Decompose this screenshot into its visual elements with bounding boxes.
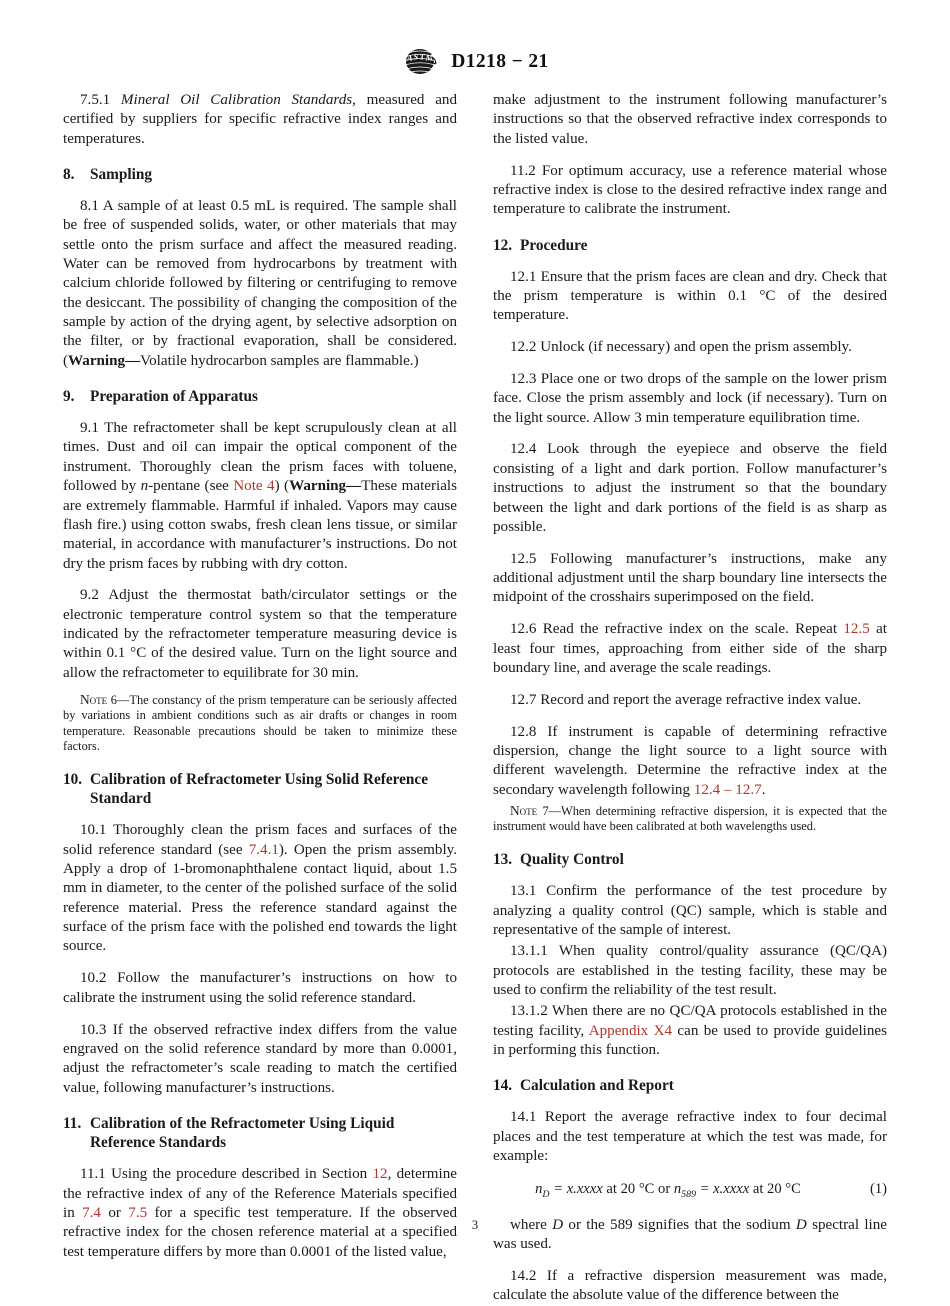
- paragraph-12-6: [493, 620, 887, 678]
- paragraph-14-1: 14.1 Report the average refractive index to four decimal places and the test temperature at which the test was made, for example:: [493, 1109, 887, 1165]
- equation-subscript-d: D: [542, 1188, 550, 1200]
- paragraph-9-1-text-a: 9.1 The refractometer shall be kept scrupulously clean at all times. Dust and oil can impair the optical component of the instrument. Thoroughly clean the prism faces with toluene, followed by: [63, 420, 457, 495]
- paragraph-13-1-2-text-a: 13.1.2 When there are no QC/QA protocols established in the testing facility,: [493, 1003, 887, 1039]
- document-designation: D1218 − 21: [451, 50, 549, 72]
- equation-1-number: (1): [869, 1180, 887, 1197]
- paragraph-7-5-1-text: measured and certified by suppliers for specific refractive index ranges and temperatures.: [63, 92, 457, 147]
- cross-reference-appendix-x4[interactable]: Appendix X4: [588, 1022, 673, 1039]
- paragraph-13-1-1: 13.1.1 When quality control/quality assurance (QC/QA) protocols are established in the testing facility, these may be used to confirm the reliability of the test result.: [493, 943, 887, 999]
- heading-section-9: [63, 387, 457, 407]
- paragraph-9-2: 9.2 Adjust the thermostat bath/circulator settings or the electronic temperature control system so that the temperature indicated by the refractometer temperature measuring device is within 0.1 °C of the desired value. Turn on the light source and allow the refractometer to equilibrate for 30 min.: [63, 587, 457, 681]
- section-9-number: 9.: [63, 388, 75, 406]
- paragraph-12-2: 12.2 Unlock (if necessary) and open the prism assembly.: [510, 339, 852, 356]
- paragraph-8-1-text-b: Volatile hydrocarbon samples are flammable.): [140, 352, 419, 369]
- warning-label-9-1: Warning—: [289, 478, 362, 495]
- section-11-title-line2: Reference Standards: [90, 1134, 227, 1152]
- cross-reference-section-12[interactable]: 12: [372, 1166, 388, 1183]
- section-10-title-line1: Calibration of Refractometer Using Solid Reference: [90, 770, 429, 788]
- section-9-title: Preparation of Apparatus: [90, 388, 258, 406]
- where-text-b: or the 589 signifies that the sodium: [563, 1216, 796, 1233]
- paragraph-12-6-text-a: 12.6 Read the refractive index on the scale. Repeat: [510, 621, 844, 638]
- where-text-a: where: [510, 1216, 553, 1233]
- paragraph-12-7: 12.7 Record and report the average refractive index value.: [510, 691, 862, 708]
- heading-section-14: [493, 1076, 887, 1096]
- paragraph-13-1: 13.1 Confirm the performance of the test procedure by analyzing a quality control (QC) sample, which is stable and representative of the sample of interest.: [493, 883, 887, 939]
- paragraph-10-1: [63, 821, 457, 956]
- equation-value-1: = x.xxxx: [549, 1180, 603, 1197]
- equation-n-symbol-2: n: [673, 1180, 682, 1197]
- paragraph-11-1: [63, 1165, 457, 1262]
- document-header: [0, 47, 950, 76]
- equation-temperature-2: at 20 °C: [749, 1180, 801, 1197]
- two-column-layout: [63, 91, 887, 1306]
- paragraph-12-4: 12.4 Look through the eyepiece and observe the field consisting of a light and dark portion. Follow manufacturer’s instructions to adjust the instrument so that the boundary between the light and dark portions of the field is as sharp as possible.: [493, 441, 887, 535]
- paragraph-14-2: 14.2 If a refractive dispersion measurement was made, calculate the absolute value of the difference between the: [493, 1268, 887, 1304]
- equation-n-symbol-1: n: [535, 1180, 543, 1197]
- section-13-number: 13.: [493, 851, 513, 869]
- equation-or: or: [654, 1180, 674, 1197]
- section-8-number: 8.: [63, 166, 75, 184]
- paragraph-11-1-text-a: 11.1 Using the procedure described in Section: [80, 1166, 373, 1183]
- paragraph-11-1-text-b: , determine the refractive index of any of the Reference Materials specified in: [63, 1166, 457, 1222]
- section-11-title-line1: Calibration of the Refractometer Using Liquid: [90, 1114, 395, 1132]
- paragraph-11-2: 11.2 For optimum accuracy, use a reference material whose refractive index is close to the desired refractive index range and temperature to calibrate the instrument.: [493, 162, 887, 218]
- svg-text:A: A: [407, 52, 413, 63]
- italic-n-prefix: n: [140, 478, 149, 495]
- astm-logo-icon: [401, 47, 439, 76]
- cross-reference-12-4-to-12-7[interactable]: 12.4 – 12.7: [693, 781, 762, 798]
- note-6: [63, 692, 457, 754]
- cross-reference-12-5[interactable]: 12.5: [843, 621, 870, 638]
- section-12-title: Procedure: [520, 236, 588, 254]
- heading-section-10: [63, 770, 457, 809]
- where-text-c: spectral line was used.: [493, 1216, 887, 1253]
- paragraph-12-8: [493, 723, 887, 800]
- paragraph-12-8-text-a: 12.8 If instrument is capable of determining refractive dispersion, change the light source to a light source with different wavelength. Determine the refractive index at the secondary wavelength following: [493, 723, 887, 798]
- section-14-number: 14.: [493, 1077, 513, 1095]
- heading-section-12: [493, 236, 887, 256]
- paragraph-8-1: [63, 197, 457, 371]
- equation-1-expression: [493, 1180, 843, 1204]
- paragraph-10-3: 10.3 If the observed refractive index differs from the value engraved on the solid reference standard by more than 0.0001, adjust the refractometer’s scale reading to match the certified value, following manufacturer’s instructions.: [63, 1021, 457, 1096]
- section-13-title: Quality Control: [520, 851, 624, 869]
- warning-label-8-1: Warning—: [68, 352, 141, 369]
- note-7: [493, 803, 887, 834]
- note-7-label: Note: [510, 802, 538, 818]
- paragraph-7-5-1: [63, 91, 457, 149]
- paragraph-11-1-text-c: or: [100, 1205, 129, 1222]
- section-14-title: Calculation and Report: [520, 1077, 674, 1095]
- clause-number-7-5-1: 7.5.1: [80, 92, 121, 108]
- paragraph-8-1-text-a: 8.1 A sample of at least 0.5 mL is required. The sample shall be free of suspended solids, water, or other materials that may settle onto the prism surface and affect the measured reading. Water can be removed from hydrocarbons by treatment with calcium chloride followed by filtering or centrifuging to remove the desiccant. The possibility of changing the composition of the sample by action of the drying agent, by selective adsorption on the filter, or by fractional evaporation, shall be considered. (: [63, 198, 457, 369]
- note-7-text: —When determining refractive dispersion, it is expected that the instrument would have been calibrated at both wavelengths used.: [493, 803, 888, 834]
- paragraph-12-8-text-b: .: [761, 781, 766, 798]
- term-mineral-oil-calibration-standards: Mineral Oil Calibration Standards,: [120, 92, 356, 108]
- equation-1: [493, 1180, 887, 1204]
- paragraph-9-1-text-d: These materials are extremely flammable. Harmful if inhaled. Vapors may cause flash fire.) using cotton swabs, fresh clean lens tissue, or similar material, in accordance with manufacturer’s instructions. Do not dry the prism faces by rubbing with dry cotton.: [63, 478, 457, 572]
- section-8-title: Sampling: [90, 166, 153, 184]
- svg-text:T: T: [419, 51, 425, 62]
- note-7-number: 7: [537, 803, 549, 818]
- right-column: [493, 91, 887, 1306]
- paragraph-12-3: 12.3 Place one or two drops of the sample on the lower prism face. Close the prism assembly and lock (if necessary). Turn on the light source. Allow 3 min temperature equilibration time.: [493, 370, 887, 426]
- equation-temperature-1: at 20 °C: [602, 1180, 655, 1197]
- paragraph-12-6-text-b: at least four times, approaching from either side of the sharp boundary line, and average the scale readings.: [493, 621, 887, 676]
- paragraph-9-1-text-b: -pentane (see: [148, 478, 234, 495]
- svg-text:M: M: [425, 52, 434, 63]
- paragraph-13-1-2-text-b: can be used to provide guidelines in performing this function.: [493, 1022, 887, 1059]
- equation-subscript-589: 589: [681, 1188, 697, 1200]
- paragraph-11-1-text-d: for a specific test temperature. If the observed refractive index for the chosen reference material at a specified test temperature differs by more than 0.0001 of the listed value,: [63, 1205, 458, 1260]
- note-6-text: —The constancy of the prism temperature can be seriously affected by variations in ambient conditions such as air drafts or changes in room temperature. Reasonable precautions should be taken to minimize these factors.: [63, 693, 457, 753]
- symbol-d-1: D: [552, 1216, 564, 1233]
- section-12-number: 12.: [493, 236, 513, 254]
- left-column: [63, 91, 457, 1306]
- heading-section-8: [63, 165, 457, 185]
- paragraph-10-1-text-b: ). Open the prism assembly. Apply a drop of 1-bromonaphthalene contact liquid, about 1.5 mm in diameter, to the center of the polished surface of the solid reference material. Press the reference standard against the surface of the prism face with the polished end towards the light source.: [63, 841, 457, 955]
- heading-section-13: [493, 850, 887, 870]
- paragraph-11-1-continued: make adjustment to the instrument following manufacturer’s instructions so that the observed refractive index corresponds to the listed value.: [493, 92, 887, 147]
- paragraph-12-5: 12.5 Following manufacturer’s instructions, make any additional adjustment until the sharp boundary line intersects the midpoint of the crosshairs superimposed on the field.: [493, 550, 887, 606]
- equation-value-2: = x.xxxx: [696, 1180, 750, 1197]
- svg-text:S: S: [413, 51, 419, 62]
- symbol-d-2: D: [795, 1216, 807, 1233]
- paragraph-12-1: 12.1 Ensure that the prism faces are clean and dry. Check that the prism temperature is within 0.1 °C of the desired temperature.: [493, 268, 887, 324]
- paragraph-9-1: [63, 419, 457, 574]
- section-10-title-line2: Standard: [90, 790, 152, 808]
- cross-reference-note-4[interactable]: Note 4: [233, 478, 275, 495]
- heading-section-11: [63, 1114, 457, 1153]
- note-6-label: Note: [80, 692, 108, 708]
- page-number: 3: [471, 1218, 479, 1232]
- cross-reference-7-4-1[interactable]: 7.4.1: [248, 841, 279, 858]
- paragraph-13-1-2: [493, 1002, 887, 1060]
- section-10-number: 10.: [63, 770, 83, 788]
- note-6-number: 6: [107, 693, 117, 708]
- section-11-number: 11.: [63, 1114, 82, 1132]
- paragraph-10-1-text-a: 10.1 Thoroughly clean the prism faces and surfaces of the solid reference standard (see: [63, 822, 457, 858]
- paragraph-9-1-text-c: ) (: [274, 478, 290, 495]
- cross-reference-7-4[interactable]: 7.4: [82, 1205, 101, 1222]
- cross-reference-7-5[interactable]: 7.5: [128, 1205, 148, 1222]
- paragraph-10-2: 10.2 Follow the manufacturer’s instructions on how to calibrate the instrument using the solid reference standard.: [63, 970, 457, 1006]
